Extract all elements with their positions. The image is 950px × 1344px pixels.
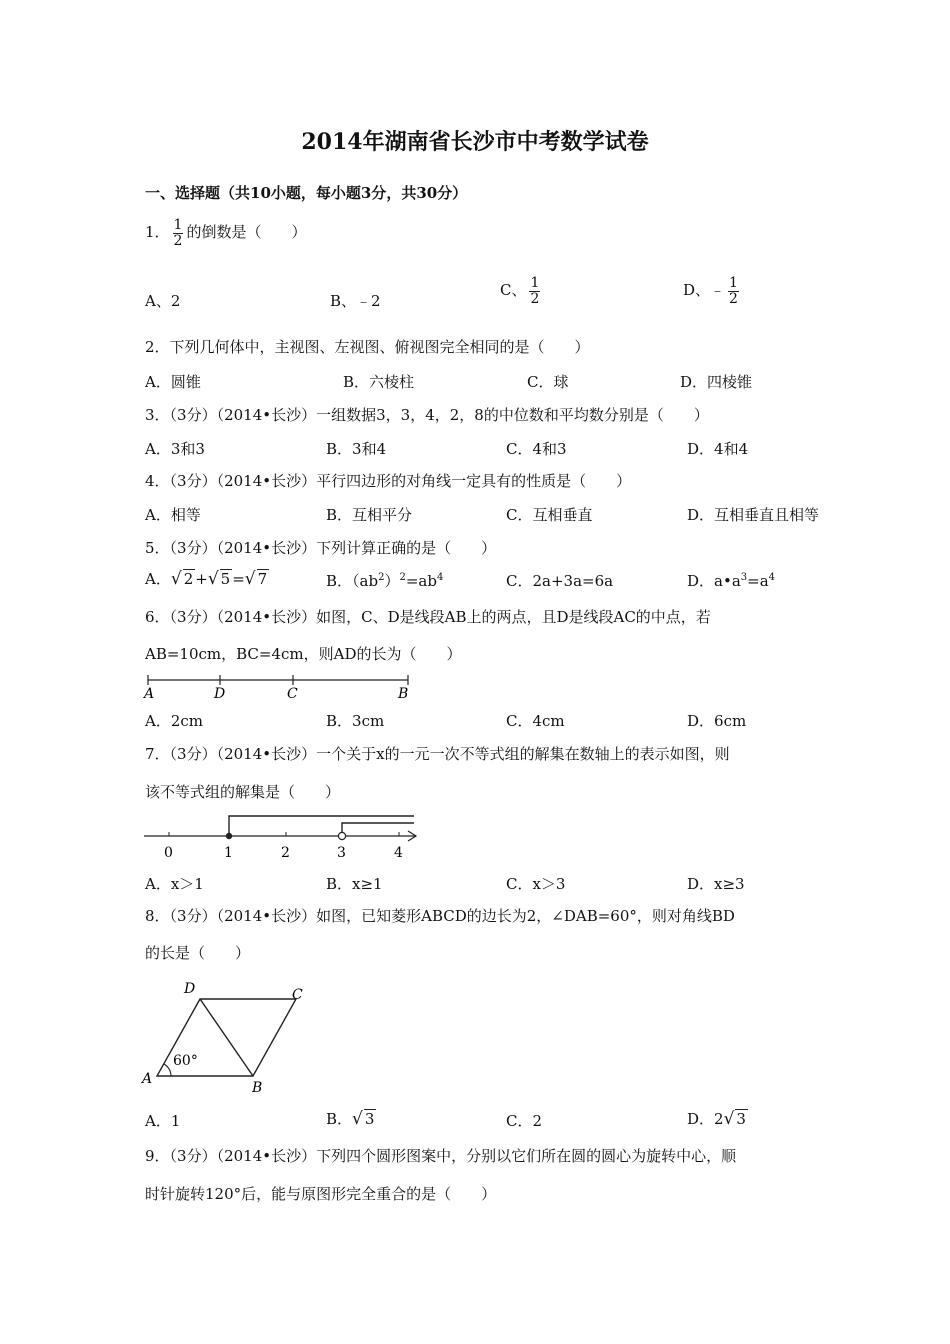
q7-option-c: C．x＞3 (506, 875, 566, 893)
vertex-label-c: C (292, 987, 303, 1003)
tick-label-2: 2 (281, 845, 290, 861)
q3-option-a: A．3和3 (145, 440, 205, 458)
q8-option-a: A．1 (145, 1112, 181, 1130)
question-2-stem: 2．下列几何体中，主视图、左视图、俯视图完全相同的是（ ） (145, 338, 590, 356)
section-heading: 一、选择题（共10小题，每小题3分，共30分） (145, 184, 468, 202)
q8-option-c: C．2 (506, 1112, 543, 1130)
solid-point (226, 833, 232, 839)
q1-option-a: A、2 (145, 292, 181, 310)
page-title: 2014年湖南省长沙市中考数学试卷 (301, 129, 649, 155)
q3-option-b: B．3和4 (326, 440, 387, 458)
q8-option-b: B．√ 3 (326, 1109, 375, 1129)
q4-option-c: C．互相垂直 (506, 506, 593, 524)
q1-option-c: C、 $\frac{1}{2}$ (500, 275, 540, 307)
q2-option-b: B．六棱柱 (343, 373, 415, 391)
hollow-point (338, 832, 345, 839)
tick-label-4: 4 (394, 845, 403, 861)
q7-option-a: A．x＞1 (145, 875, 204, 893)
question-1-stem: 1． $\frac{1}{2}$ 的倒数是（ ） (145, 217, 307, 249)
q2-option-c: C．球 (527, 373, 569, 391)
segment-figure (140, 672, 420, 704)
q3-option-d: D．4和4 (687, 440, 749, 458)
point-label-c: C (287, 686, 298, 702)
q4-option-b: B．互相平分 (326, 506, 413, 524)
question-6-stem-line1: 6．（3分）（2014•长沙）如图，C、D是线段AB上的两点，且D是线段AC的中点，若 (145, 608, 711, 626)
number-line-figure (140, 810, 425, 862)
angle-label: 60° (173, 1053, 198, 1069)
q5-option-d: D．$a•a^3=a^4$ (687, 572, 776, 590)
q6-option-b: B．3cm (326, 712, 385, 730)
q5-option-b: B．$(ab^2)^2=ab^4$ (326, 572, 444, 590)
question-9-stem-line2: 时针旋转120°后，能与原图形完全重合的是（ ） (145, 1185, 497, 1203)
q4-option-a: A．相等 (145, 506, 201, 524)
fraction-half: $\frac{1}{2}$ (173, 217, 183, 249)
tick-label-0: 0 (164, 845, 173, 861)
question-8-stem-line1: 8．（3分）（2014•长沙）如图，已知菱形ABCD的边长为2，∠DAB=60°，则对角线BD (145, 907, 735, 925)
q8-option-d: D．2√ 3 (687, 1109, 746, 1129)
q4-option-d: D．互相垂直且相等 (687, 506, 820, 524)
vertex-label-a: A (142, 1071, 153, 1087)
q2-option-d: D．四棱锥 (680, 373, 753, 391)
q7-option-b: B．x≥1 (326, 875, 383, 893)
question-5-stem: 5．（3分）（2014•长沙）下列计算正确的是（ ） (145, 539, 497, 557)
tick-label-3: 3 (337, 845, 346, 861)
q6-option-c: C．4cm (506, 712, 565, 730)
question-3-stem: 3．（3分）（2014•长沙）一组数据3，3，4，2，8的中位数和平均数分别是（ ） (145, 406, 709, 424)
question-8-stem-line2: 的长是（ ） (145, 944, 251, 962)
vertex-label-d: D (184, 981, 196, 997)
q6-option-d: D．6cm (687, 712, 747, 730)
q2-option-a: A．圆锥 (145, 373, 201, 391)
point-label-d: D (214, 686, 226, 702)
tick-label-1: 1 (224, 845, 233, 861)
question-4-stem: 4．（3分）（2014•长沙）平行四边形的对角线一定具有的性质是（ ） (145, 472, 632, 490)
q5-option-a: A．√ 2 +√ 5 =√ 7 (145, 569, 268, 589)
question-7-stem-line2: 该不等式组的解集是（ ） (145, 783, 341, 801)
q1-option-b: B、﹣2 (330, 292, 381, 310)
q3-option-c: C．4和3 (506, 440, 567, 458)
q7-option-d: D．x≥3 (687, 875, 745, 893)
q6-option-a: A．2cm (145, 712, 204, 730)
vertex-label-b: B (252, 1080, 263, 1095)
question-6-stem-line2: AB=10cm，BC=4cm，则AD的长为（ ） (145, 645, 462, 663)
q5-option-c: C．2a+3a=6a (506, 572, 614, 590)
point-label-b: B (398, 686, 409, 702)
q1-option-d: D、﹣ $\frac{1}{2}$ (683, 275, 738, 307)
point-label-a: A (144, 686, 155, 702)
question-7-stem-line1: 7．（3分）（2014•长沙）一个关于x的一元一次不等式组的解集在数轴上的表示如图，则 (145, 745, 730, 763)
question-9-stem-line1: 9．（3分）（2014•长沙）下列四个圆形图案中，分别以它们所在圆的圆心为旋转中心，顺 (145, 1147, 737, 1165)
rhombus-figure (140, 975, 315, 1095)
